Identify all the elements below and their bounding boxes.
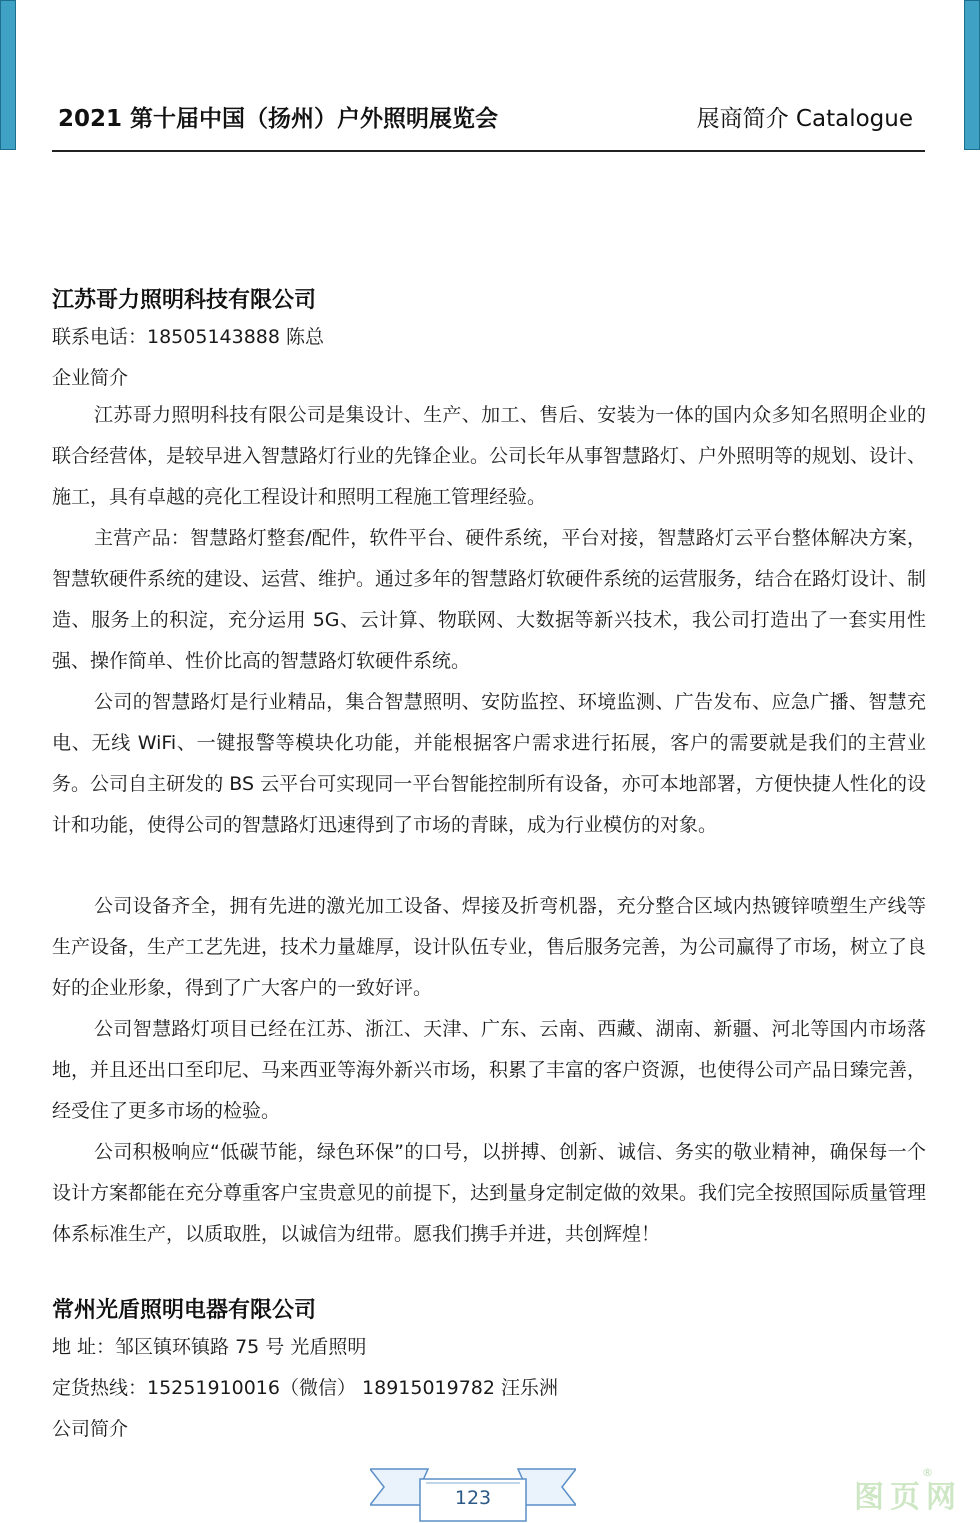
page-header [52, 96, 925, 152]
left-edge-bar [0, 0, 16, 150]
company1-paragraph-6: 公司积极响应“低碳节能，绿色环保”的口号，以拼搏、创新、诚信、务实的敬业精神，确保每一个设计方案都能在充分尊重客户宝贵意见的前提下，达到量身定制定做的效果。我们完全按照国际质量管理体系标准生产，以质取胜，以诚信为纽带。愿我们携手并进，共创辉煌！ [52, 1141, 927, 1245]
company1-contact: 联系电话：18505143888 陈总 [52, 326, 325, 348]
company2-intro-label: 公司简介 [52, 1418, 129, 1440]
company1-intro-label: 企业简介 [52, 367, 129, 389]
site-watermark: 图页网 [854, 1480, 962, 1515]
company2-address: 地 址：邹区镇环镇路 75 号 光盾照明 [52, 1336, 367, 1358]
company1-paragraph-2: 主营产品：智慧路灯整套/配件，软件平台、硬件系统，平台对接，智慧路灯云平台整体解决方案，智慧软硬件系统的建设、运营、维护。通过多年的智慧路灯软硬件系统的运营服务，结合在路灯设计、制造、服务上的积淀，充分运用 5G、云计算、物联网、大数据等新兴技术，我公司打造出了一套实用性强、操作简单、性价比高的智慧路灯软硬件系统。 [52, 527, 927, 672]
page-number: 123 [454, 1487, 492, 1509]
header-title: 2021 第十届中国（扬州）户外照明展览会 [58, 106, 499, 132]
company2-hotline: 定货热线：15251910016（微信） 18915019782 汪乐洲 [52, 1377, 559, 1399]
header-section-label: 展商简介 Catalogue [696, 106, 913, 132]
right-edge-bar [964, 0, 980, 150]
company1-paragraph-1: 江苏哥力照明科技有限公司是集设计、生产、加工、售后、安装为一体的国内众多知名照明企业的联合经营体，是较早进入智慧路灯行业的先锋企业。公司长年从事智慧路灯、户外照明等的规划、设计、施工，具有卓越的亮化工程设计和照明工程施工管理经验。 [52, 404, 927, 508]
company1-paragraph-5: 公司智慧路灯项目已经在江苏、浙江、天津、广东、云南、西藏、湖南、新疆、河北等国内市场落地，并且还出口至印尼、马来西亚等海外新兴市场，积累了丰富的客户资源，也使得公司产品日臻完善，经受住了更多市场的检验。 [52, 1018, 927, 1122]
company2-name: 常州光盾照明电器有限公司 [52, 1298, 317, 1323]
company1-name: 江苏哥力照明科技有限公司 [52, 288, 317, 313]
company1-paragraph-4: 公司设备齐全，拥有先进的激光加工设备、焊接及折弯机器，充分整合区域内热镀锌喷塑生产线等生产设备，生产工艺先进，技术力量雄厚，设计队伍专业，售后服务完善，为公司赢得了市场，树立了良好的企业形象，得到了广大客户的一致好评。 [52, 895, 927, 999]
registered-mark: ® [922, 1466, 933, 1479]
company1-paragraph-3: 公司的智慧路灯是行业精品，集合智慧照明、安防监控、环境监测、广告发布、应急广播、智慧充电、无线 WiFi、一键报警等模块化功能，并能根据客户需求进行拓展，客户的需要就是我们的主营业务。公司自主研发的 BS 云平台可实现同一平台智能控制所有设备，亦可本地部署，方便快捷人性化的设计和功能，使得公司的智慧路灯迅速得到了市场的青睐，成为行业模仿的对象。 [52, 691, 926, 836]
